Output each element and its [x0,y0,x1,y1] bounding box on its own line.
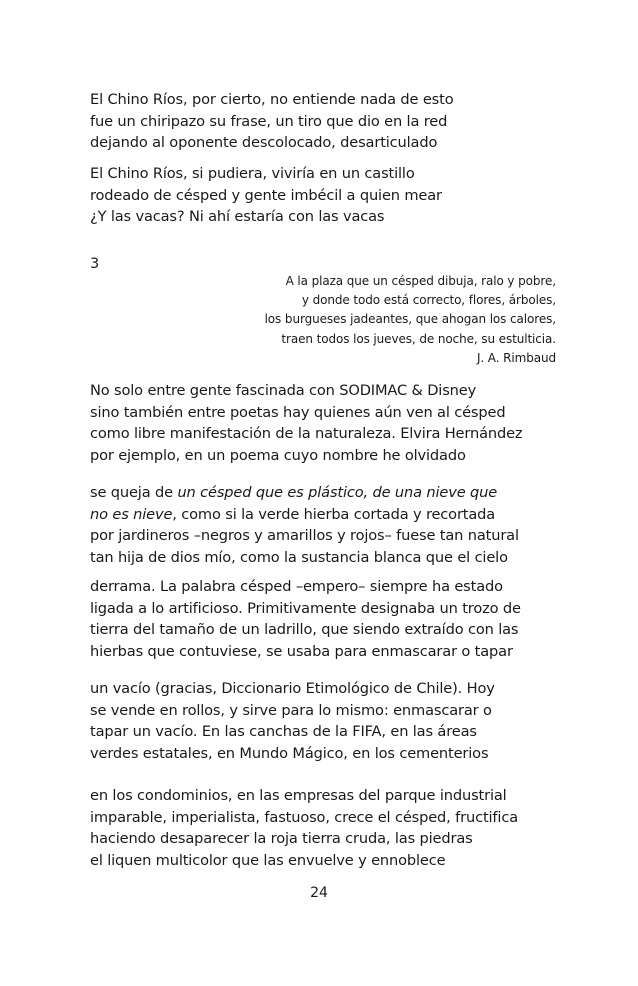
verse-line: ligada a lo artificioso. Primitivamente designaba un trozo de [90,599,521,617]
verse-line: ¿Y las vacas? Ni ahí estaría con las vacas [90,208,385,225]
quoted-verse: un césped que es plástico, de una nieve que [177,484,498,501]
verse-line: se vende en rollos, y sirve para lo mismo: enmascarar o [90,701,492,719]
verse-line: sino también entre poetas hay quienes aún ven al césped [90,403,506,421]
verse-line: como libre manifestación de la naturaleza. Elvira Hernández [90,425,523,442]
verse-line: tierra del tamaño de un ladrillo, que siendo extraído con las [90,621,519,638]
stanza-3 [90,380,560,466]
verse-line: tan hija de dios mío, como la sustancia blanca que el cielo [90,548,508,566]
verse-text: , como si la verde hierba cortada y recortada [172,505,496,523]
verse-line: El Chino Ríos, por cierto, no entiende nada de esto [90,91,454,108]
verse-line: El Chino Ríos, si pudiera, viviría en un castillo [90,165,415,182]
verse-line: hierbas que contuviese, se usaba para enmascarar o tapar [90,642,513,660]
verse-line: rodeado de césped y gente imbécil a quien mear [90,186,442,204]
stanza-2 [90,163,560,228]
epigraph [216,272,556,368]
stanza-4 [90,482,560,568]
verse-line: por jardineros –negros y amarillos y rojos– fuese tan natural [90,527,519,544]
verse-line: un vacío (gracias, Diccionario Etimológico de Chile). Hoy [90,680,495,697]
verse-line: dejando al oponente descolocado, desarticulado [90,134,438,151]
verse-line: tapar un vacío. En las canchas de la FIFA, en las áreas [90,723,477,740]
verse-text: se queja de [90,484,178,501]
verse-line [90,482,560,504]
verse-line: No solo entre gente fascinada con SODIMAC & Disney [90,382,477,399]
section-number: 3 [90,255,100,272]
page-number: 24 [310,885,328,901]
verse-line [90,504,560,526]
stanza-1 [90,89,560,154]
verse-line: derrama. La palabra césped –empero– siempre ha estado [90,578,503,595]
epigraph-line: y donde todo está correcto, flores, árboles, [301,293,556,308]
epigraph-line: traen todos los jueves, de noche, su estulticia. [281,331,556,346]
verse-line: por ejemplo, en un poema cuyo nombre he olvidado [90,446,466,464]
verse-line: imparable, imperialista, fastuoso, crece el césped, fructifica [90,808,518,826]
verse-line: haciendo desaparecer la roja tierra cruda, las piedras [90,830,473,847]
stanza-7 [90,785,560,871]
stanza-5 [90,576,560,662]
verse-line: el liquen multicolor que las envuelve y ennoblece [90,851,446,869]
verse-line: en los condominios, en las empresas del parque industrial [90,787,507,804]
epigraph-line: los burgueses jadeantes, que ahogan los calores, [264,312,556,327]
epigraph-author: J. A. Rimbaud [476,350,556,365]
epigraph-line: A la plaza que un césped dibuja, ralo y pobre, [285,274,556,288]
quoted-verse: no es nieve [90,505,173,523]
verse-line: fue un chiripazo su frase, un tiro que dio en la red [90,112,448,130]
verse-line: verdes estatales, en Mundo Mágico, en los cementerios [90,744,489,762]
stanza-6 [90,678,560,764]
